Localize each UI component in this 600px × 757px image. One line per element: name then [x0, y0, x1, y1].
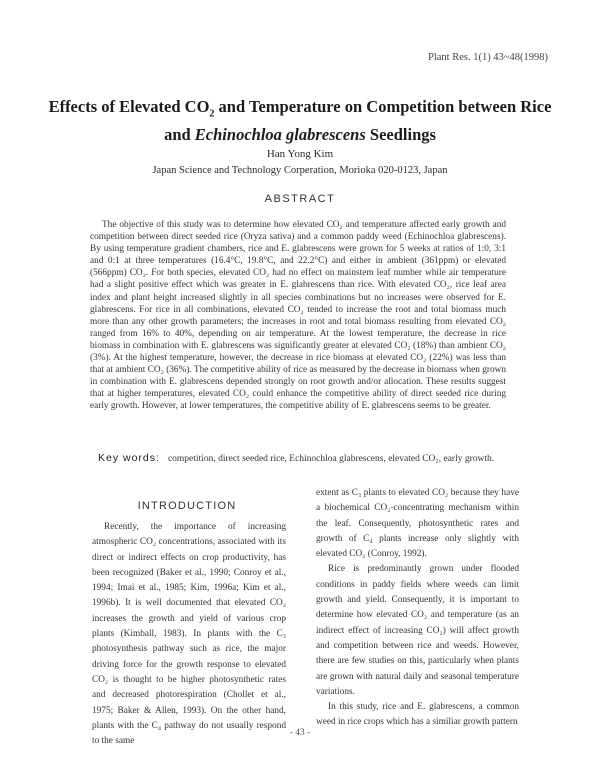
title-subscript: 2	[209, 108, 215, 120]
affiliation: Japan Science and Technology Corperation, Morioka 020-0123, Japan	[152, 165, 448, 176]
keywords	[98, 452, 518, 464]
title-part3: Seedlings	[365, 125, 436, 145]
abstract-heading: ABSTRACT	[264, 193, 336, 205]
intro-paragraph-3: In this study, rice and E. glabrescens, a common weed in rice crops which has a similiar growth pattern	[316, 702, 519, 728]
title-part2: and Temperature on Competition between Rice and	[164, 97, 552, 145]
right-column	[316, 486, 519, 731]
intro-paragraph-2: Rice is predominantly grown under flooded conditions in paddy fields where weeds can limit growth and yield. Consequently, it is important to determine how elevated CO₂ and temperature (as an indirect effect of increasing CO₂) will affect growth and competition between rice and weeds. However, there are few studies on this, particularly when plants are grown with natural daily and seasonal temperature variations.	[316, 564, 519, 697]
keywords-text: competition, direct seeded rice, Echinochloa glabrescens, elevated CO₂, early growth.	[167, 454, 495, 464]
journal-reference: Plant Res. 1(1) 43~48(1998)	[427, 52, 548, 63]
paper-title	[40, 96, 560, 145]
keywords-label: Key words:	[98, 452, 160, 464]
left-column	[92, 520, 286, 749]
intro-paragraph-continued: extent as C₃ plants to elevated CO₂ because they have a biochemical CO₂-concentrating mechanism within the leaf. Consequently, photosynthetic rates and growth of C₄ plants increase only slightly with elevated CO₂ (Conroy, 1992).	[316, 488, 519, 560]
introduction-heading: INTRODUCTION	[137, 500, 237, 512]
page-number: - 43 -	[289, 728, 311, 738]
title-species: Echinochloa glabrescens	[194, 125, 366, 145]
author: Han Yong Kim	[266, 148, 334, 160]
abstract-text: The objective of this study was to determine how elevated CO₂ and temperature affected early growth and competition between direct seeded rice (Oryza sativa) and a common paddy weed (Echinochloa glabrescens). By using temperature gradient chambers, rice and E. glabrescens were grown for 5 weeks at ratios of 1:0, 3:1 and 0:1 at three temperatures (16.4°C, 19.8°C, and 22.2°C) and either in ambient (361ppm) or elevated (566ppm) CO₂. For both species, elevated CO₂ had no effect on mainstem leaf number while air temperature had a slight positive effect which was greater in E. glabrescens than rice. With elevated CO₂, rice leaf area index and plant height increased slightly in all species combinations but no increases were observed for E. glabrescens. For rice in all combinations, elevated CO₂ tended to increase the root and total biomass much more than any other growth parameters; the increases in root and total biomass resulting from elevated CO₂ ranged from 16% to 40%, depending on air temperature. At the lowest temperature, the decrease in rice biomass in combination with E. glabrescens was significantly greater at elevated CO₂ (18%) than ambient CO₂ (3%). At the highest temperature, however, the decrease in rice biomass at elevated CO₂ (22%) was less than that at ambient CO₂ (36%). The competitive ability of rice as measured by the decrease in biomass when grown in combination with E. glabrescens depended strongly on root growth and/or allocation. These results suggest that at higher temperatures, elevated CO₂ could enhance the competitive ability of direct seeded rice during early growth. However, at lower temperatures, the competitive ability of E. glabrescens seems to be greater.	[90, 220, 506, 412]
title-part1: Effects of Elevated CO	[48, 97, 210, 116]
intro-paragraph-1: Recently, the importance of increasing atmospheric CO₂ concentrations, associated with its direct or indirect effects on crop productivity, has been recognized (Baker et al., 1990; Conroy et al., 1994; Imai et al., 1985; Kim, 1996a; Kim et al., 1996b). It is well documented that elevated CO₂ increases the growth and yield of various crop plants (Kimball, 1983). In plants with the C₃ photosynthesis pathway such as rice, the major driving force for the growth response to elevated CO₂ is thought to be higher photosynthetic rates and decreased photorespiration (Chollet et al., 1975; Baker & Allen, 1993). On the other hand, plants with the C₄ pathway do not usually respond to the same	[92, 522, 286, 747]
